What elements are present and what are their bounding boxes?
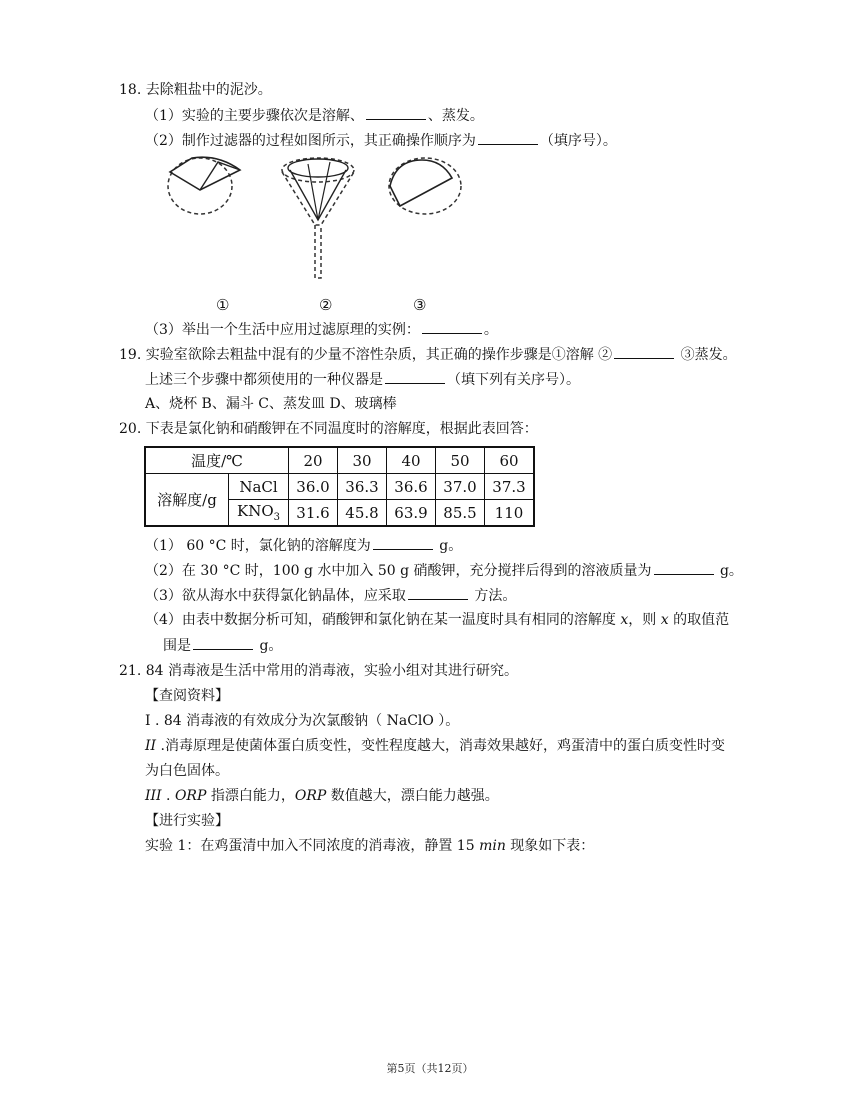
- solubility-table: [144, 446, 535, 527]
- table-cell: 30: [338, 447, 387, 474]
- q20-part4-cont: 围是 g。: [163, 635, 282, 656]
- table-cell: 37.3: [485, 474, 535, 500]
- temp-header: 温度/℃: [145, 447, 289, 474]
- table-row: [145, 474, 534, 500]
- q21-title: 21. 84 消毒液是生活中常用的消毒液，实验小组对其进行研究。: [119, 663, 518, 679]
- answer-blank[interactable]: [193, 635, 253, 650]
- figure-label-1: ①: [216, 296, 230, 314]
- answer-blank[interactable]: [422, 319, 482, 334]
- q21-item2: II .消毒原理是使菌体蛋白质变性，变性程度越大，消毒效果越好，鸡蛋清中的蛋白质变性时变: [145, 738, 725, 754]
- answer-blank[interactable]: [366, 105, 426, 120]
- q19-options: A、烧杯 B、漏斗 C、蒸发皿 D、玻璃棒: [145, 396, 397, 412]
- figure-label-2: ②: [319, 296, 333, 314]
- table-cell: 36.6: [387, 474, 436, 500]
- kno3-label: $KNO_3$: [229, 500, 289, 527]
- table-row: [145, 447, 534, 474]
- q20-title: 20. 下表是氯化钠和硝酸钾在不同温度时的溶解度，根据此表回答：: [119, 421, 538, 437]
- answer-blank[interactable]: [385, 369, 445, 384]
- answer-blank[interactable]: [614, 344, 674, 359]
- table-cell: 31.6: [289, 500, 338, 527]
- figure-label-3: ③: [413, 296, 427, 314]
- table-cell: 50: [436, 447, 485, 474]
- answer-blank[interactable]: [408, 585, 468, 600]
- solubility-header: 溶解度/g: [145, 474, 229, 527]
- q19-line1: 19. 实验室欲除去粗盐中混有的少量不溶性杂质，其正确的操作步骤是①溶解 ② ③蒸发。: [119, 344, 737, 365]
- table-cell: 45.8: [338, 500, 387, 527]
- q20-part4: （4）由表中数据分析可知，硝酸钾和氯化钠在某一温度时具有相同的溶解度 x，则 x 的取值范: [145, 612, 730, 628]
- filter-figure-drawing: [160, 150, 480, 320]
- page-footer: 第5页（共12页）: [386, 1062, 474, 1075]
- q18-part3: （3）举出一个生活中应用过滤原理的实例： 。: [145, 319, 498, 340]
- q19-line2: 上述三个步骤中都须使用的一种仪器是 （填下列有关序号）。: [145, 369, 580, 390]
- filter-paper-figures: [160, 150, 480, 320]
- q21-item1: I . 84 消毒液的有效成分为次氯酸钠（ NaClO ）。: [145, 713, 460, 729]
- q21-item3: III . ORP 指漂白能力，ORP 数值越大，漂白能力越强。: [145, 788, 499, 804]
- answer-blank[interactable]: [654, 560, 714, 575]
- table-cell: 60: [485, 447, 535, 474]
- table-cell: 85.5: [436, 500, 485, 527]
- q20-part3: （3）欲从海水中获得氯化钠晶体，应采取 方法。: [145, 585, 516, 606]
- section-heading: 【进行实验】: [145, 813, 229, 829]
- q21-item2-cont: 为白色固体。: [145, 763, 229, 779]
- answer-blank[interactable]: [478, 130, 538, 145]
- section-heading: 【查阅资料】: [145, 688, 229, 704]
- q18-title: 18. 去除粗盐中的泥沙。: [119, 82, 272, 98]
- table-cell: 37.0: [436, 474, 485, 500]
- nacl-label: NaCl: [229, 474, 289, 500]
- table-cell: 110: [485, 500, 535, 527]
- table-cell: 40: [387, 447, 436, 474]
- answer-blank[interactable]: [373, 535, 433, 550]
- q18-part1: （1）实验的主要步骤依次是溶解、 、蒸发。: [145, 105, 484, 126]
- q21-experiment1: 实验 1：在鸡蛋清中加入不同浓度的消毒液，静置 15 min 现象如下表：: [145, 838, 595, 854]
- table-cell: 36.0: [289, 474, 338, 500]
- q20-part1: （1） 60 °C 时，氯化钠的溶解度为 g。: [145, 535, 462, 556]
- table-cell: 36.3: [338, 474, 387, 500]
- table-cell: 63.9: [387, 500, 436, 527]
- q18-part2: （2）制作过滤器的过程如图所示，其正确操作顺序为 （填序号）。: [145, 130, 617, 151]
- table-cell: 20: [289, 447, 338, 474]
- q20-part2: （2）在 30 °C 时，100 g 水中加入 50 g 硝酸钾，充分搅拌后得到的溶液质量为 g。: [145, 560, 743, 581]
